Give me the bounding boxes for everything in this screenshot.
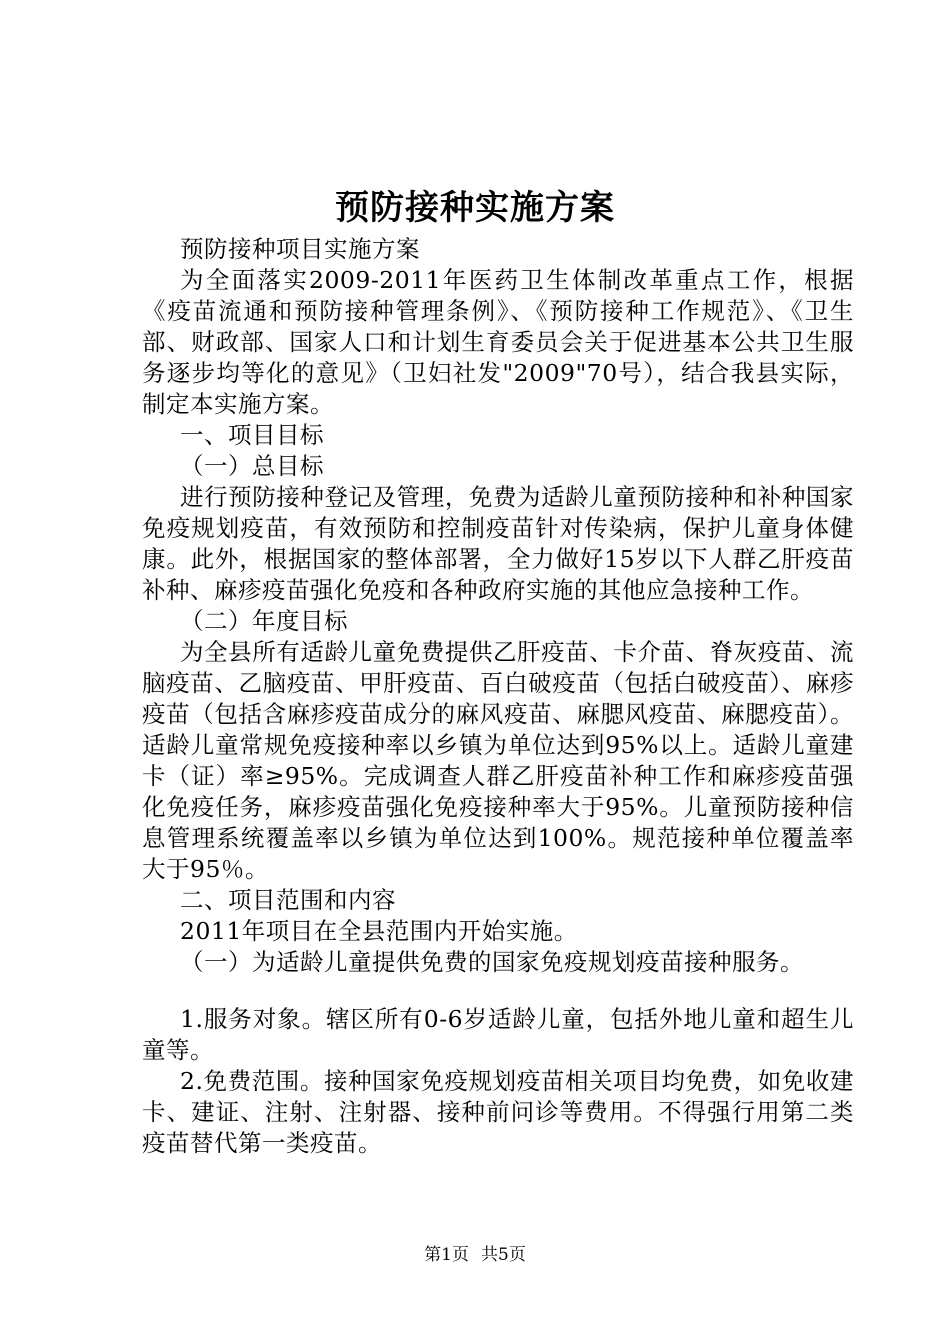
page-total: 共5页 <box>481 1245 526 1265</box>
document-title: 预防接种实施方案 <box>335 188 615 228</box>
document-body <box>142 234 854 1159</box>
heading-free-service: （一）为适龄儿童提供免费的国家免疫规划疫苗接种服务。 <box>180 948 804 976</box>
paragraph-annual-goal: 为全县所有适龄儿童免费提供乙肝疫苗、卡介苗、脊灰疫苗、流脑疫苗、乙脑疫苗、甲肝疫苗、百白破疫苗（包括白破疫苗）、麻疹疫苗（包括含麻疹疫苗成分的麻风疫苗、麻腮风疫苗、麻腮疫苗）。适龄儿童常规免疫接种率以乡镇为单位达到95%以上。适龄儿童建卡（证）率≥95%。完成调查人群乙肝疫苗补种工作和麻疹疫苗强化免疫任务，麻疹疫苗强化免疫接种率大于95%。儿童预防接种信息管理系统覆盖率以乡镇为单位达到100%。规范接种单位覆盖率大于95％。 <box>142 638 854 883</box>
page-number: 第1页 <box>424 1245 469 1265</box>
heading-section-1: 一、项目目标 <box>180 421 324 449</box>
paragraph-free-scope: 2.免费范围。接种国家免疫规划疫苗相关项目均免费，如免收建卡、建证、注射、注射器、接种前问诊等费用。不得强行用第二类疫苗替代第一类疫苗。 <box>142 1067 854 1157</box>
paragraph-service-target: 1.服务对象。辖区所有0-6岁适龄儿童，包括外地儿童和超生儿童等。 <box>142 1005 854 1064</box>
paragraph-intro: 为全面落实2009-2011年医药卫生体制改革重点工作，根据《疫苗流通和预防接种管理条例》、《预防接种工作规范》、《卫生部、财政部、国家人口和计划生育委员会关于促进基本公共卫生服务逐步均等化的意见》（卫妇社发"2009"70号），结合我县实际，制定本实施方案。 <box>142 266 854 418</box>
page-footer <box>0 1244 950 1266</box>
paragraph-overall-goal: 进行预防接种登记及管理，免费为适龄儿童预防接种和补种国家免疫规划疫苗，有效预防和控制疫苗针对传染病，保护儿童身体健康。此外，根据国家的整体部署，全力做好15岁以下人群乙肝疫苗补种、麻疹疫苗强化免疫和各种政府实施的其他应急接种工作。 <box>142 483 854 604</box>
paragraph-subtitle: 预防接种项目实施方案 <box>180 235 420 263</box>
heading-overall-goal: （一）总目标 <box>180 452 324 480</box>
heading-annual-goal: （二）年度目标 <box>180 607 348 635</box>
heading-section-2: 二、项目范围和内容 <box>180 886 396 914</box>
paragraph-start-2011: 2011年项目在全县范围内开始实施。 <box>180 917 578 945</box>
